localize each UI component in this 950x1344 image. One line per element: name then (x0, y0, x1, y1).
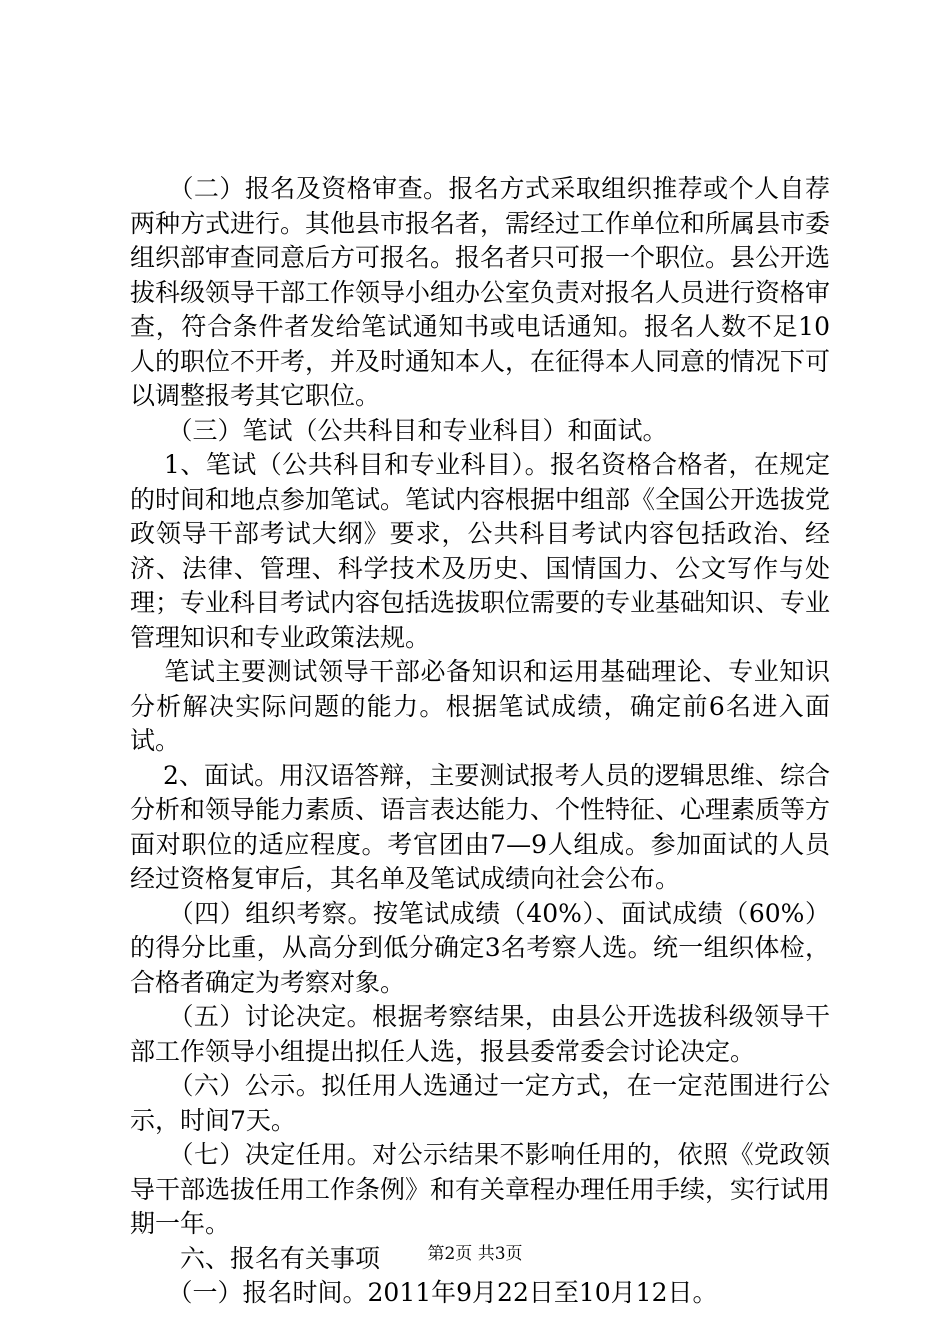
paragraph-appointment: （七）决定任用。对公示结果不影响任用的，依照《党政领导干部选拔任用工作条例》和有关章程办理任用手续，实行试用期一年。 (130, 1140, 831, 1238)
document-body (130, 172, 830, 1311)
paragraph-publicity: （六）公示。拟任用人选通过一定方式，在一定范围进行公示，时间7天。 (130, 1071, 830, 1135)
paragraph-written-exam: 1、笔试（公共科目和专业科目）。报名资格合格者，在规定的时间和地点参加笔试。笔试内容根据中组部《全国公开选拔党政领导干部考试大纲》要求，公共科目考试内容包括政治、经济、法律、管理、科学技术及历史、国情国力、公文写作与处理；专业科目考试内容包括选拔职位需要的专业基础知识、专业管理知识和专业政策法规。 (130, 450, 831, 652)
page-number-footer: 第2页 共3页 (427, 1244, 523, 1264)
paragraph-written-exam-purpose: 笔试主要测试领导干部必备知识和运用基础理论、专业知识分析解决实际问题的能力。根据笔试成绩，确定前6名进入面试。 (130, 657, 830, 755)
paragraph-written-and-interview: （三）笔试（公共科目和专业科目）和面试。 (180, 415, 668, 445)
section-heading-registration: 六、报名有关事项 (180, 1243, 381, 1273)
paragraph-registration-time: （一）报名时间。2011年9月22日至10月12日。 (180, 1278, 718, 1307)
paragraph-interview: 2、面试。用汉语答辩，主要测试报考人员的逻辑思维、综合分析和领导能力素质、语言表达能力、个性特征、心理素质等方面对职位的适应程度。考官团由7—9人组成。参加面试的人员经过资格复审后，其名单及笔试成绩向社会公布。 (130, 760, 831, 893)
paragraph-registration-review: （二）报名及资格审查。报名方式采取组织推荐或个人自荐两种方式进行。其他县市报名者，需经过工作单位和所属县市委组织部审查同意后方可报名。报名者只可报一个职位。县公开选拔科级领导干部工作领导小组办公室负责对报名人员进行资格审查，符合条件者发给笔试通知书或电话通知。报名人数不足10人的职位不开考，并及时通知本人，在征得本人同意的情况下可以调整报考其它职位。 (130, 174, 831, 410)
paragraph-inspection: （四）组织考察。按笔试成绩（40%）、面试成绩（60%）的得分比重，从高分到低分确定3名考察人选。统一组织体检，合格者确定为考察对象。 (130, 898, 830, 997)
paragraph-decision: （五）讨论决定。根据考察结果，由县公开选拔科级领导干部工作领导小组提出拟任人选，报县委常委会讨论决定。 (130, 1002, 830, 1066)
